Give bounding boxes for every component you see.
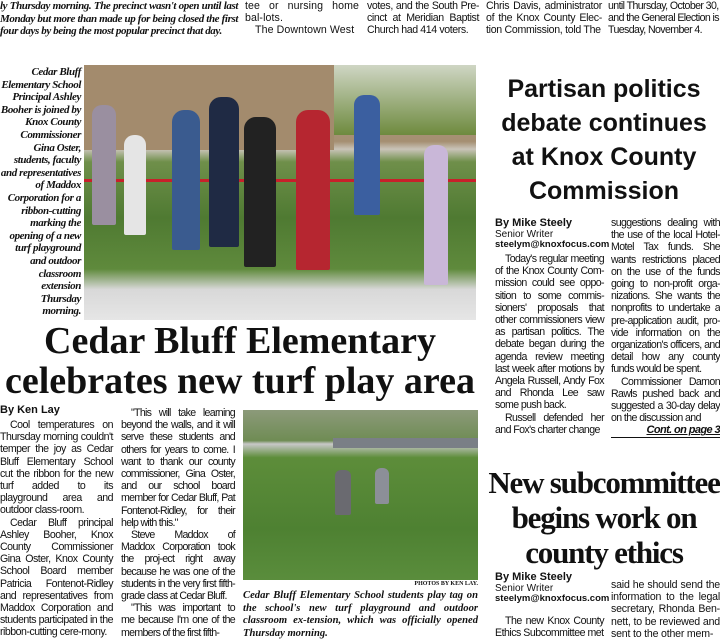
- ethics-col2: said he should send the information to the legal secretary, Rhonda Ben-nett, to be reviewed and sent to the other mem-: [611, 579, 720, 640]
- person: [424, 145, 448, 285]
- top-strip-col4: Chris Davis, administrator of the Knox County Elec-tion Commission, told The: [486, 0, 602, 37]
- photo-caption: Cedar Bluff Elementary School Principal Ashley Booher is joined by Knox County Commissioner Gina Oster, students, faculty and representatives of Maddox Corporation for a ribbon-cutting marking the opening of a new turf playground and outdoor classroom extension Thursday morning.: [0, 66, 81, 318]
- byline-title: Senior Writer: [495, 228, 554, 240]
- byline-email[interactable]: steelym@knoxfocus.com: [495, 593, 610, 604]
- person: [354, 95, 380, 215]
- person: [124, 135, 146, 235]
- cedar-byline: [0, 405, 60, 417]
- ethics-byline: [495, 571, 610, 605]
- cedar-col1: [0, 419, 113, 639]
- student: [335, 470, 351, 515]
- byline-name: By Mike Steely: [495, 217, 573, 229]
- students-playing-photo: [243, 410, 478, 580]
- byline-name: By Ken Lay: [0, 404, 60, 416]
- person: [209, 97, 239, 247]
- paragraph: "This will take learning beyond the walls, and it will serve these students and others for years to come. I want to thank our county commissioner, Gina Oster, and our school board member for Cedar Bluff, Pat Fontenot-Ridley, for their help with this.": [121, 407, 235, 529]
- byline-title: Senior Writer: [495, 582, 554, 594]
- photo2-caption: Cedar Bluff Elementary School students play tag on the school's new turf playground and outdoor classroom ex-tension, which was officially opened Thursday morning.: [243, 590, 478, 639]
- ethics-col1: [495, 615, 604, 639]
- byline-email[interactable]: steelym@knoxfocus.com: [495, 239, 610, 250]
- paragraph: Today's regular meeting of the Knox County Com-mission could see oppo-sition to some commis-sioners' proposals that other commissioners view as partisan politics. The debate began during the agenda review meeting last week after motions by Angela Russell, Andy Fox and Rhonda Lee saw some push back.: [495, 253, 604, 412]
- paragraph: "This was important to me because I'm one of the members of the first fifth-: [121, 602, 235, 639]
- partisan-col1: [495, 253, 604, 436]
- cedar-col2: [121, 407, 235, 639]
- top-strip-col5: until Thursday, October 30, and the General Election is Tuesday, November 4.: [608, 0, 720, 37]
- ethics-headline: New subcommittee begins work on county ethics: [488, 465, 720, 570]
- person: [296, 110, 330, 270]
- ribbon-cutting-photo: [84, 65, 476, 320]
- partisan-col2: [611, 217, 720, 438]
- paragraph: The Downtown West: [255, 24, 355, 37]
- partisan-headline: Partisan politics debate continues at Knox County Commission: [501, 75, 707, 205]
- byline-name: By Mike Steely: [495, 571, 573, 583]
- parked-cars: [333, 438, 478, 448]
- student: [375, 468, 389, 504]
- partisan-byline: [495, 217, 610, 251]
- top-strip-col1: ly Thursday morning. The precinct wasn't open until last Monday but more than made up for being closed the first four days by being the most popular precinct that day.: [0, 0, 238, 38]
- cedar-headline: Cedar Bluff Elementary celebrates new turf play area: [5, 320, 475, 402]
- paragraph: Steve Maddox of Maddox Corporation took the proj-ect right away because he was one of the students in the very first fifth-grade class at Cedar Bluff.: [121, 529, 235, 603]
- paragraph: Russell defended her and Fox's charter change: [495, 411, 604, 436]
- paragraph: Cool temperatures on Thursday morning couldn't temper the joy as Cedar Bluff Elementary School cut the ribbon for the new turf added to its playground area and outdoor class-room.: [0, 419, 113, 517]
- paragraph: Cedar Bluff principal Ashley Booher, Knox County Commissioner Gina Oster, Knox County School Board member Patricia Fontenot-Ridley and representatives from Maddox Corporation and students participated in the ribbon-cutting cere-mony.: [0, 516, 113, 639]
- paragraph: The new Knox County Ethics Subcommittee met: [495, 615, 604, 640]
- paragraph: tee or nursing home bal-lots.: [245, 0, 359, 25]
- paragraph: Commissioner Damon Rawls pushed back and suggested a 30-day delay on the discussion and: [611, 375, 720, 425]
- paragraph: suggestions dealing with the use of the local Hotel-Motel Tax funds. She wants restrictions placed on the use of the funds going to non-profit orga-nizations. She wants the nonprofits to undertake a pre-application audit, pro-vide information on the organization's officers, and detail how any county funds would be spent.: [611, 217, 720, 376]
- top-strip-col2: [245, 0, 359, 37]
- top-strip-col3: votes, and the South Pre-cinct at Meridian Baptist Church had 414 voters.: [367, 0, 479, 37]
- photo-credit: PHOTOS BY KEN LAY.: [414, 581, 478, 587]
- person: [172, 110, 200, 250]
- person: [92, 105, 116, 225]
- continued-link[interactable]: Cont. on page 3: [611, 424, 720, 437]
- person: [244, 117, 276, 267]
